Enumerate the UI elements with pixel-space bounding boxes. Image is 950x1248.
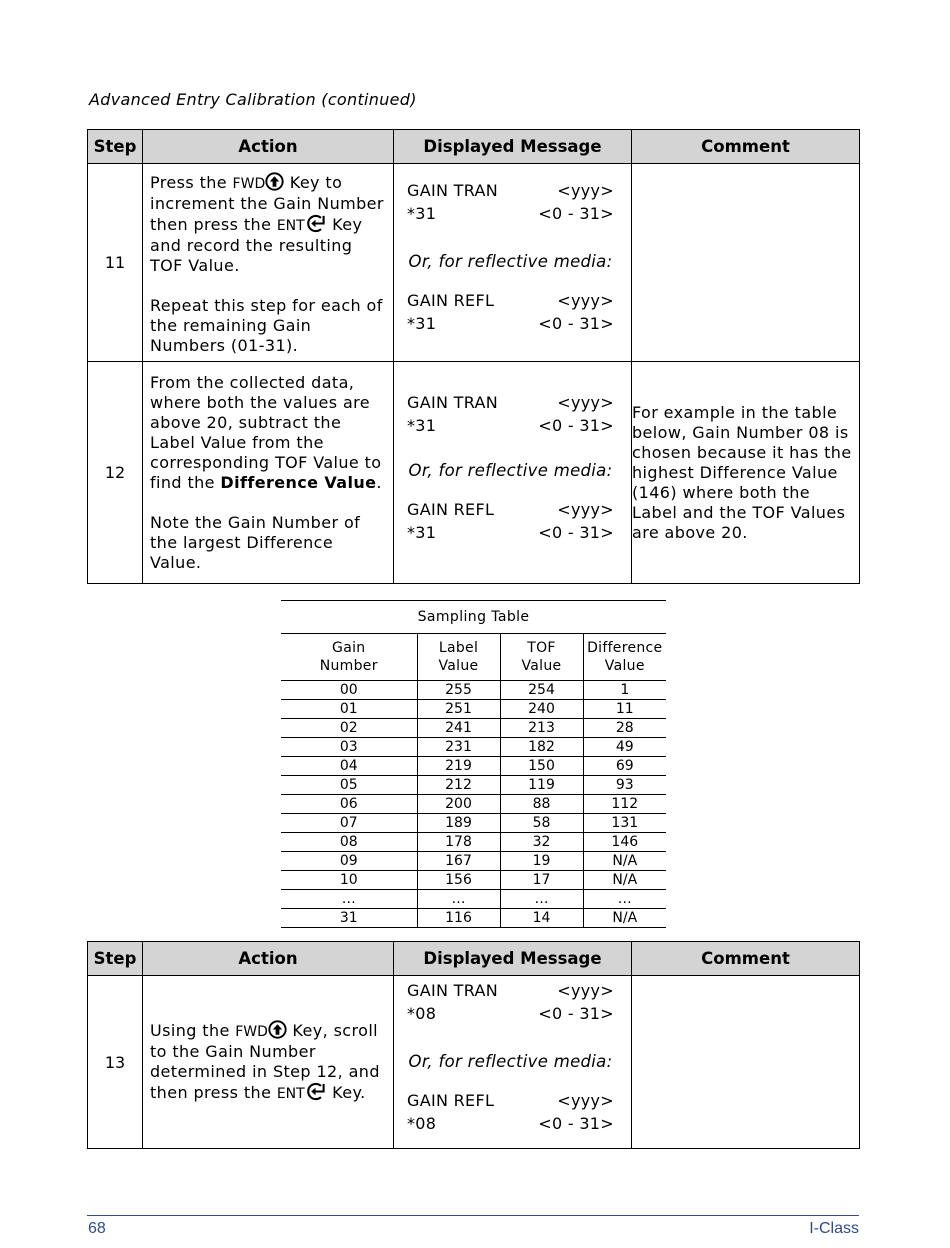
table-row [281, 719, 666, 738]
msg-label: GAIN REFL [407, 1091, 495, 1110]
step-number: 13 [88, 976, 143, 1149]
table-cell: 116 [417, 909, 500, 928]
fwd-key: FWD [235, 1020, 287, 1042]
step-row-12 [88, 362, 860, 584]
enter-return-icon [305, 214, 327, 233]
table-row [281, 890, 666, 909]
msg-value: <yyy> [557, 181, 614, 200]
table-cell: 49 [583, 738, 666, 757]
table-cell: 231 [417, 738, 500, 757]
arrow-up-circle-icon [265, 172, 284, 191]
steps-table [87, 129, 860, 584]
table-cell: 240 [500, 700, 583, 719]
header-step: Step [88, 942, 143, 976]
msg-label: GAIN TRAN [407, 181, 498, 200]
table-cell: 58 [500, 814, 583, 833]
header-difference-value: Difference Value [583, 634, 666, 681]
msg-value: <yyy> [557, 500, 614, 519]
table-cell: 200 [417, 795, 500, 814]
table-cell: 146 [583, 833, 666, 852]
step-comment [632, 976, 860, 1149]
msg-alt-note: Or, for reflective media: [408, 461, 613, 480]
fwd-key: FWD [233, 172, 285, 194]
step-row-13 [88, 976, 860, 1149]
header-label-value: Label Value [417, 634, 500, 681]
msg-label: *31 [407, 314, 437, 333]
sampling-table [281, 600, 666, 928]
header-tof-value: TOF Value [500, 634, 583, 681]
table-cell: … [583, 890, 666, 909]
table-cell: 11 [583, 700, 666, 719]
table-row [281, 757, 666, 776]
table-cell: N/A [612, 910, 638, 926]
table-row [281, 814, 666, 833]
table-cell: 08 [281, 833, 417, 852]
msg-label: GAIN REFL [407, 291, 495, 310]
msg-label: *08 [407, 1114, 437, 1133]
steps-table-continued [87, 941, 860, 1149]
action-paragraph: Press the FWD Key to increment the Gain Number then press the ENT Key and record the resulting TOF Value. [150, 173, 384, 275]
table-row [281, 852, 666, 871]
table-cell: 05 [281, 776, 417, 795]
ent-key: ENT [277, 214, 327, 236]
table-cell: 167 [417, 852, 500, 871]
table-cell: 03 [281, 738, 417, 757]
header-gain-number: Gain Number [281, 634, 417, 681]
table-cell: 19 [500, 852, 583, 871]
step-action [143, 164, 394, 362]
table-cell: 1 [583, 681, 666, 700]
displayed-message [394, 164, 632, 362]
header-displayed-message: Displayed Message [394, 130, 632, 164]
table-cell: 255 [417, 681, 500, 700]
step-action [143, 362, 394, 584]
step-comment [632, 164, 860, 362]
header-step: Step [88, 130, 143, 164]
msg-alt-note: Or, for reflective media: [408, 252, 613, 271]
table-cell: 17 [500, 871, 583, 890]
table-cell: 219 [417, 757, 500, 776]
table-cell: 251 [417, 700, 500, 719]
table-row [281, 833, 666, 852]
arrow-up-circle-icon [268, 1020, 287, 1039]
table-cell: 02 [281, 719, 417, 738]
msg-value: <yyy> [557, 981, 614, 1000]
msg-label: GAIN REFL [407, 500, 495, 519]
table-cell: 112 [583, 795, 666, 814]
action-paragraph: Repeat this step for each of the remaining Gain Numbers (01-31). [150, 296, 383, 355]
table-cell: 156 [417, 871, 500, 890]
table-cell: 14 [500, 909, 583, 928]
displayed-message [394, 362, 632, 584]
table-cell: … [417, 890, 500, 909]
step-number: 11 [88, 164, 143, 362]
header-action: Action [143, 942, 394, 976]
header-action: Action [143, 130, 394, 164]
step-row-11 [88, 164, 860, 362]
msg-label: *31 [407, 523, 437, 542]
table-cell: 28 [583, 719, 666, 738]
table-cell: 06 [281, 795, 417, 814]
msg-value: <0 - 31> [538, 1004, 614, 1023]
msg-label: GAIN TRAN [407, 393, 498, 412]
footer-divider [87, 1215, 859, 1216]
table-row [281, 738, 666, 757]
enter-return-icon [305, 1082, 327, 1101]
table-cell: 189 [417, 814, 500, 833]
msg-value: <0 - 31> [538, 1114, 614, 1133]
table-cell: … [281, 890, 417, 909]
table-cell: 04 [281, 757, 417, 776]
msg-value: <yyy> [557, 393, 614, 412]
table-cell: 182 [500, 738, 583, 757]
header-displayed-message: Displayed Message [394, 942, 632, 976]
msg-value: <yyy> [557, 291, 614, 310]
table-cell: 119 [500, 776, 583, 795]
table-cell: 254 [500, 681, 583, 700]
msg-label: *31 [407, 416, 437, 435]
msg-value: <0 - 31> [538, 416, 614, 435]
table-row [281, 776, 666, 795]
table-cell: 178 [417, 833, 500, 852]
msg-value: <0 - 31> [538, 204, 614, 223]
table-cell: 212 [417, 776, 500, 795]
msg-label: *08 [407, 1004, 437, 1023]
msg-label: GAIN TRAN [407, 981, 498, 1000]
displayed-message [394, 976, 632, 1149]
msg-value: <yyy> [557, 1091, 614, 1110]
table-cell: 00 [281, 681, 417, 700]
msg-value: <0 - 31> [538, 523, 614, 542]
table-cell: 10 [281, 871, 417, 890]
page-number: 68 [88, 1220, 106, 1237]
action-paragraph: From the collected data, where both the values are above 20, subtract the Label Value from the corresponding TOF Value to find the Difference Value. [150, 373, 382, 492]
table-row [281, 700, 666, 719]
table-row [281, 681, 666, 700]
table-cell: 01 [281, 700, 417, 719]
msg-value: <0 - 31> [538, 314, 614, 333]
table-cell: … [500, 890, 583, 909]
page-subtitle: Advanced Entry Calibration (continued) [89, 90, 417, 109]
msg-label: *31 [407, 204, 437, 223]
table-cell: 09 [281, 852, 417, 871]
step-number: 12 [88, 362, 143, 584]
msg-alt-note: Or, for reflective media: [408, 1052, 613, 1071]
table-cell: 88 [500, 795, 583, 814]
table-row [281, 909, 666, 928]
table-cell: 31 [281, 909, 417, 928]
step-action [143, 976, 394, 1149]
table-cell: 213 [500, 719, 583, 738]
table-cell: N/A [583, 871, 666, 890]
table-row [281, 795, 666, 814]
ent-key: ENT [277, 1082, 327, 1104]
table-cell: 32 [500, 833, 583, 852]
table-cell: 69 [583, 757, 666, 776]
header-comment: Comment [632, 942, 860, 976]
action-paragraph: Note the Gain Number of the largest Difference Value. [150, 513, 361, 572]
steps-table-header [88, 130, 860, 164]
table-cell: 241 [417, 719, 500, 738]
table-cell: 07 [281, 814, 417, 833]
table-row [281, 871, 666, 890]
sampling-table-caption: Sampling Table [281, 601, 666, 634]
steps-table-header [88, 942, 860, 976]
table-cell: 131 [583, 814, 666, 833]
footer-product-name: I-Class [809, 1220, 859, 1237]
table-cell: 93 [583, 776, 666, 795]
table-cell: N/A [583, 852, 666, 871]
table-cell: 150 [500, 757, 583, 776]
step-comment: For example in the table below, Gain Number 08 is chosen because it has the highest Difference Value (146) where both the Label and the TOF Values are above 20. [632, 362, 860, 584]
header-comment: Comment [632, 130, 860, 164]
action-paragraph: Using the FWD Key, scroll to the Gain Number determined in Step 12, and then press the ENT Key. [150, 1021, 380, 1102]
sampling-table-header [281, 634, 666, 681]
